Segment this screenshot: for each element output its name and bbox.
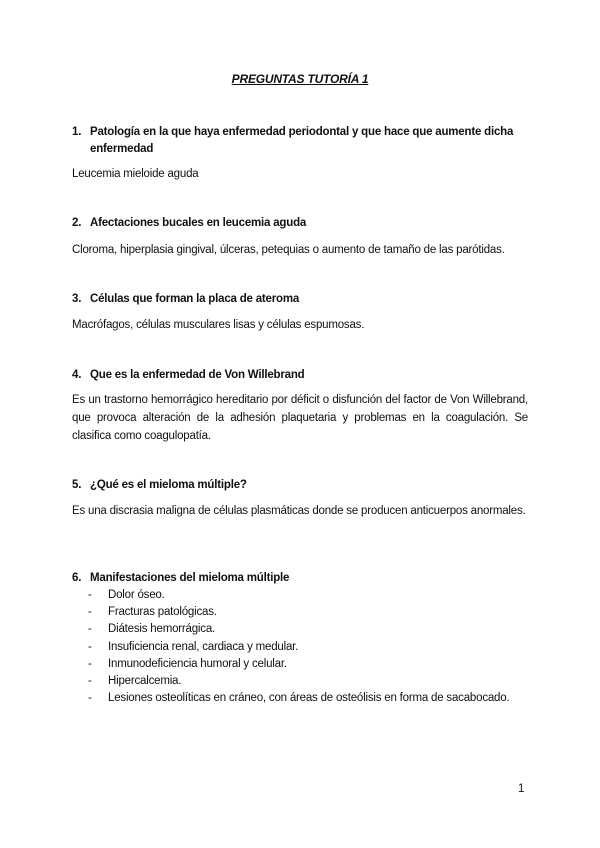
question-6 bbox=[72, 570, 532, 587]
question-5 bbox=[72, 477, 532, 494]
answer-2: Cloroma, hiperplasia gingival, úlceras, petequias o aumento de tamaño de las parótidas. bbox=[72, 244, 505, 256]
manifestations-list bbox=[88, 587, 528, 707]
dash-bullet: - bbox=[88, 675, 92, 688]
question-text: ¿Qué es el mieloma múltiple? bbox=[90, 479, 247, 491]
question-text: Afectaciones bucales en leucemia aguda bbox=[90, 217, 307, 229]
question-text: Patología en la que haya enfermedad periodontal y que hace que aumente dicha bbox=[90, 126, 514, 138]
list-item: - Lesiones osteolíticas en cráneo, con áreas de osteólisis en forma de sacabocado. bbox=[88, 690, 528, 707]
question-text: Manifestaciones del mieloma múltiple bbox=[90, 572, 290, 584]
answer-3: Macrófagos, células musculares lisas y células espumosas. bbox=[72, 319, 365, 331]
dash-bullet: - bbox=[88, 640, 92, 653]
question-text: Células que forman la placa de ateroma bbox=[90, 293, 300, 305]
page-number: 1 bbox=[518, 783, 525, 795]
dash-bullet: - bbox=[88, 692, 92, 705]
question-number: 3. bbox=[72, 293, 82, 305]
question-number: 4. bbox=[72, 369, 82, 381]
question-number: 1. bbox=[72, 126, 82, 138]
list-item: - Dolor óseo. bbox=[88, 587, 528, 604]
question-text: Que es la enfermedad de Von Willebrand bbox=[90, 369, 305, 381]
list-item: - Hipercalcemia. bbox=[88, 673, 528, 690]
question-3 bbox=[72, 291, 532, 308]
question-number: 2. bbox=[72, 217, 82, 229]
answer-4: Es un trastorno hemorrágico hereditario por déficit o disfunción del factor de Von Willebrand, que provoca alteración de la adhesión plaquetaria y problemas en la coagulación. Se clasifica como coagulopatía. bbox=[72, 394, 528, 442]
question-number: 5. bbox=[72, 479, 82, 491]
dash-bullet: - bbox=[88, 606, 92, 619]
question-2 bbox=[72, 215, 532, 232]
question-1 bbox=[72, 124, 532, 158]
answer-5: Es una discrasia maligna de células plasmáticas donde se producen anticuerpos anormales. bbox=[72, 505, 526, 517]
question-number: 6. bbox=[72, 572, 82, 584]
list-item: - Insuficiencia renal, cardiaca y medular. bbox=[88, 639, 528, 656]
document-title: PREGUNTAS TUTORÍA 1 bbox=[231, 72, 369, 86]
dash-bullet: - bbox=[88, 589, 92, 601]
dash-bullet: - bbox=[88, 657, 92, 670]
question-4 bbox=[72, 367, 532, 384]
question-text-continued: enfermedad bbox=[90, 143, 154, 155]
list-item: - Fracturas patológicas. bbox=[88, 604, 528, 621]
dash-bullet: - bbox=[88, 623, 92, 636]
answer-1: Leucemia mieloide aguda bbox=[72, 168, 199, 180]
list-item: - Inmunodeficiencia humoral y celular. bbox=[88, 656, 528, 673]
list-item: - Diátesis hemorrágica. bbox=[88, 621, 528, 638]
